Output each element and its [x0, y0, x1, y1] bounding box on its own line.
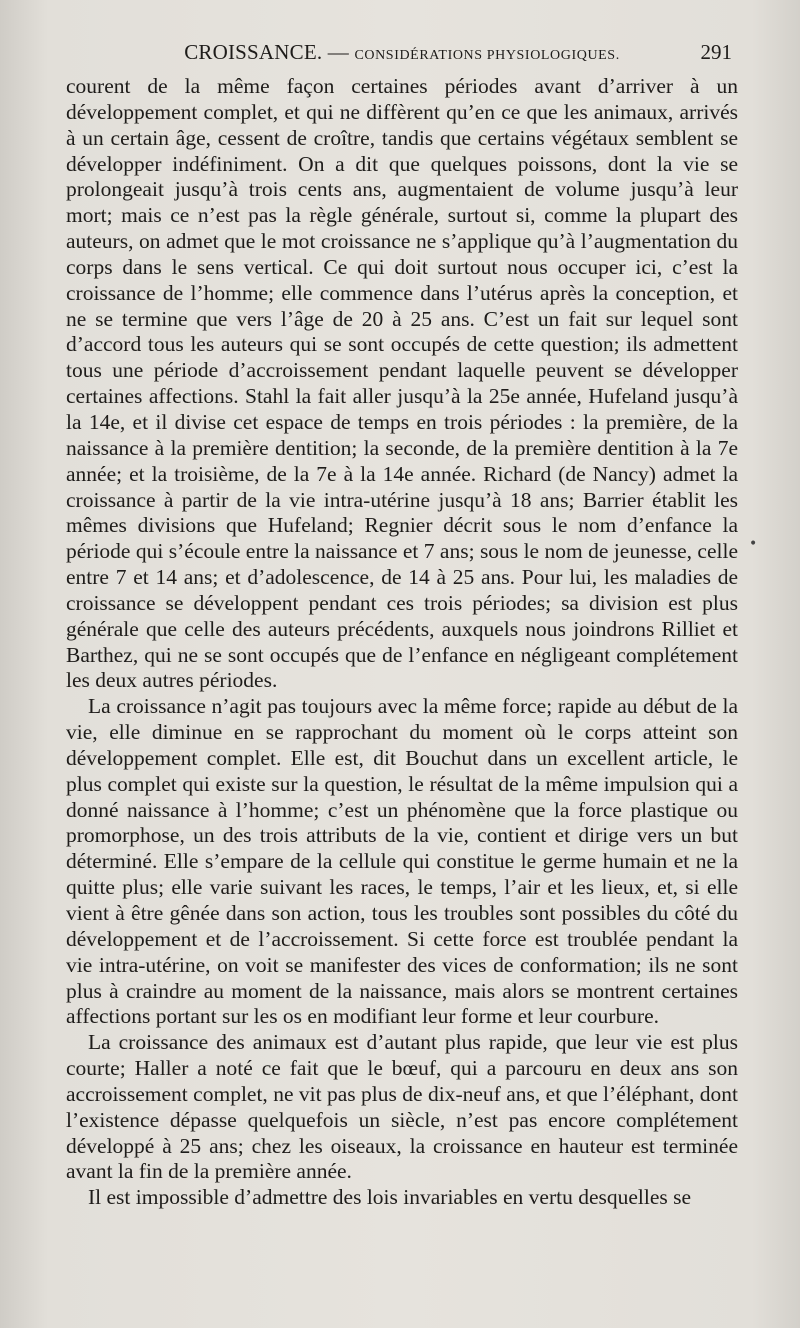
page-number: 291	[700, 40, 732, 64]
running-header	[66, 40, 738, 70]
paragraph: La croissance n’agit pas toujours avec la même force; rapide au début de la vie, elle diminue en se rapprochant du moment où le corps atteint son développement complet. Elle est, dit Bouchut dans un excellent article, le plus complet qui existe sur la question, le résultat de la même impulsion qui a donné naissance à l’homme; c’est un phénomène que la force plastique ou promorphose, un des trois attributs de la vie, contient et dirige vers un but déterminé. Elle s’empare de la cellule qui constitue le germe humain et ne la quitte plus; elle varie suivant les races, le temps, l’air et les lieux, et, si elle vient à être gênée dans son action, tous les troubles sont possibles du côté du développement et de l’accroissement. Si cette force est troublée pendant la vie intra-utérine, on voit se manifester des vices de conformation; ils ne sont plus à craindre au moment de la naissance, mais alors se montrent certaines affections portant sur les os en modifiant leur forme et leur courbure.	[66, 694, 738, 1029]
paragraph-continued: courent de la même façon certaines périodes avant d’arriver à un développement complet, et qui ne diffèrent qu’en ce que les animaux, arrivés à un certain âge, cessent de croître, tandis que certains végétaux semblent se développer indéfiniment. On a dit que quelques poissons, dont la vie se prolongeait jusqu’à trois cents ans, augmentaient de volume jusqu’à leur mort; mais ce n’est pas la règle générale, surtout si, comme la plupart des auteurs, on admet que le mot croissance ne s’applique qu’à l’augmentation du corps dans le sens vertical. Ce qui doit surtout nous occuper ici, c’est la croissance de l’homme; elle commence dans l’utérus après la conception, et ne se termine que vers l’âge de 20 à 25 ans. C’est un fait sur lequel sont d’accord tous les auteurs qui se sont occupés de cette question; ils admettent tous une période d’accroissement pendant laquelle peuvent se développer certaines affections. Stahl la fait aller jusqu’à la 25e année, Hufeland jusqu’à la 14e, et il divise cet espace de temps en trois périodes : la première, de la naissance à la première dentition; la seconde, de la première dentition à la 7e année; et la troisième, de la 7e à la 14e année. Richard (de Nancy) admet la croissance à partir de la vie intra-utérine jusqu’à 18 ans; Barrier établit les mêmes divisions que Hufeland; Regnier décrit sous le nom d’enfance la période qui s’écoule entre la naissance et 7 ans; sous le nom de jeunesse, celle entre 7 et 14 ans; et d’adolescence, de 14 à 25 ans. Pour lui, les maladies de croissance se développent pendant ces trois périodes; sa division est plus générale que celle des auteurs précédents, auxquels nous joindrons Rilliet et Barthez, qui ne se sont occupés que de l’enfance en négligeant complétement les deux autres périodes.	[66, 74, 738, 693]
paragraph: Il est impossible d’admettre des lois invariables en vertu desquelles se	[88, 1185, 692, 1210]
body-text	[66, 74, 738, 1211]
paragraph: La croissance des animaux est d’autant plus rapide, que leur vie est plus courte; Haller a noté ce fait que le bœuf, qui a parcouru en deux ans son accroissement complet, ne vit pas plus de dix-neuf ans, et que l’éléphant, dont l’existence dépasse quelquefois un siècle, n’est pas encore complétement développé à 25 ans; chez les oiseaux, la croissance en hauteur est terminée avant la fin de la première année.	[66, 1030, 738, 1184]
chapter-title: CROISSANCE.	[184, 40, 323, 64]
chapter-subtitle: CONSIDÉRATIONS PHYSIOLOGIQUES.	[354, 48, 620, 63]
running-title	[66, 40, 738, 65]
title-dash: —	[327, 40, 349, 64]
margin-mark: •	[749, 536, 758, 552]
